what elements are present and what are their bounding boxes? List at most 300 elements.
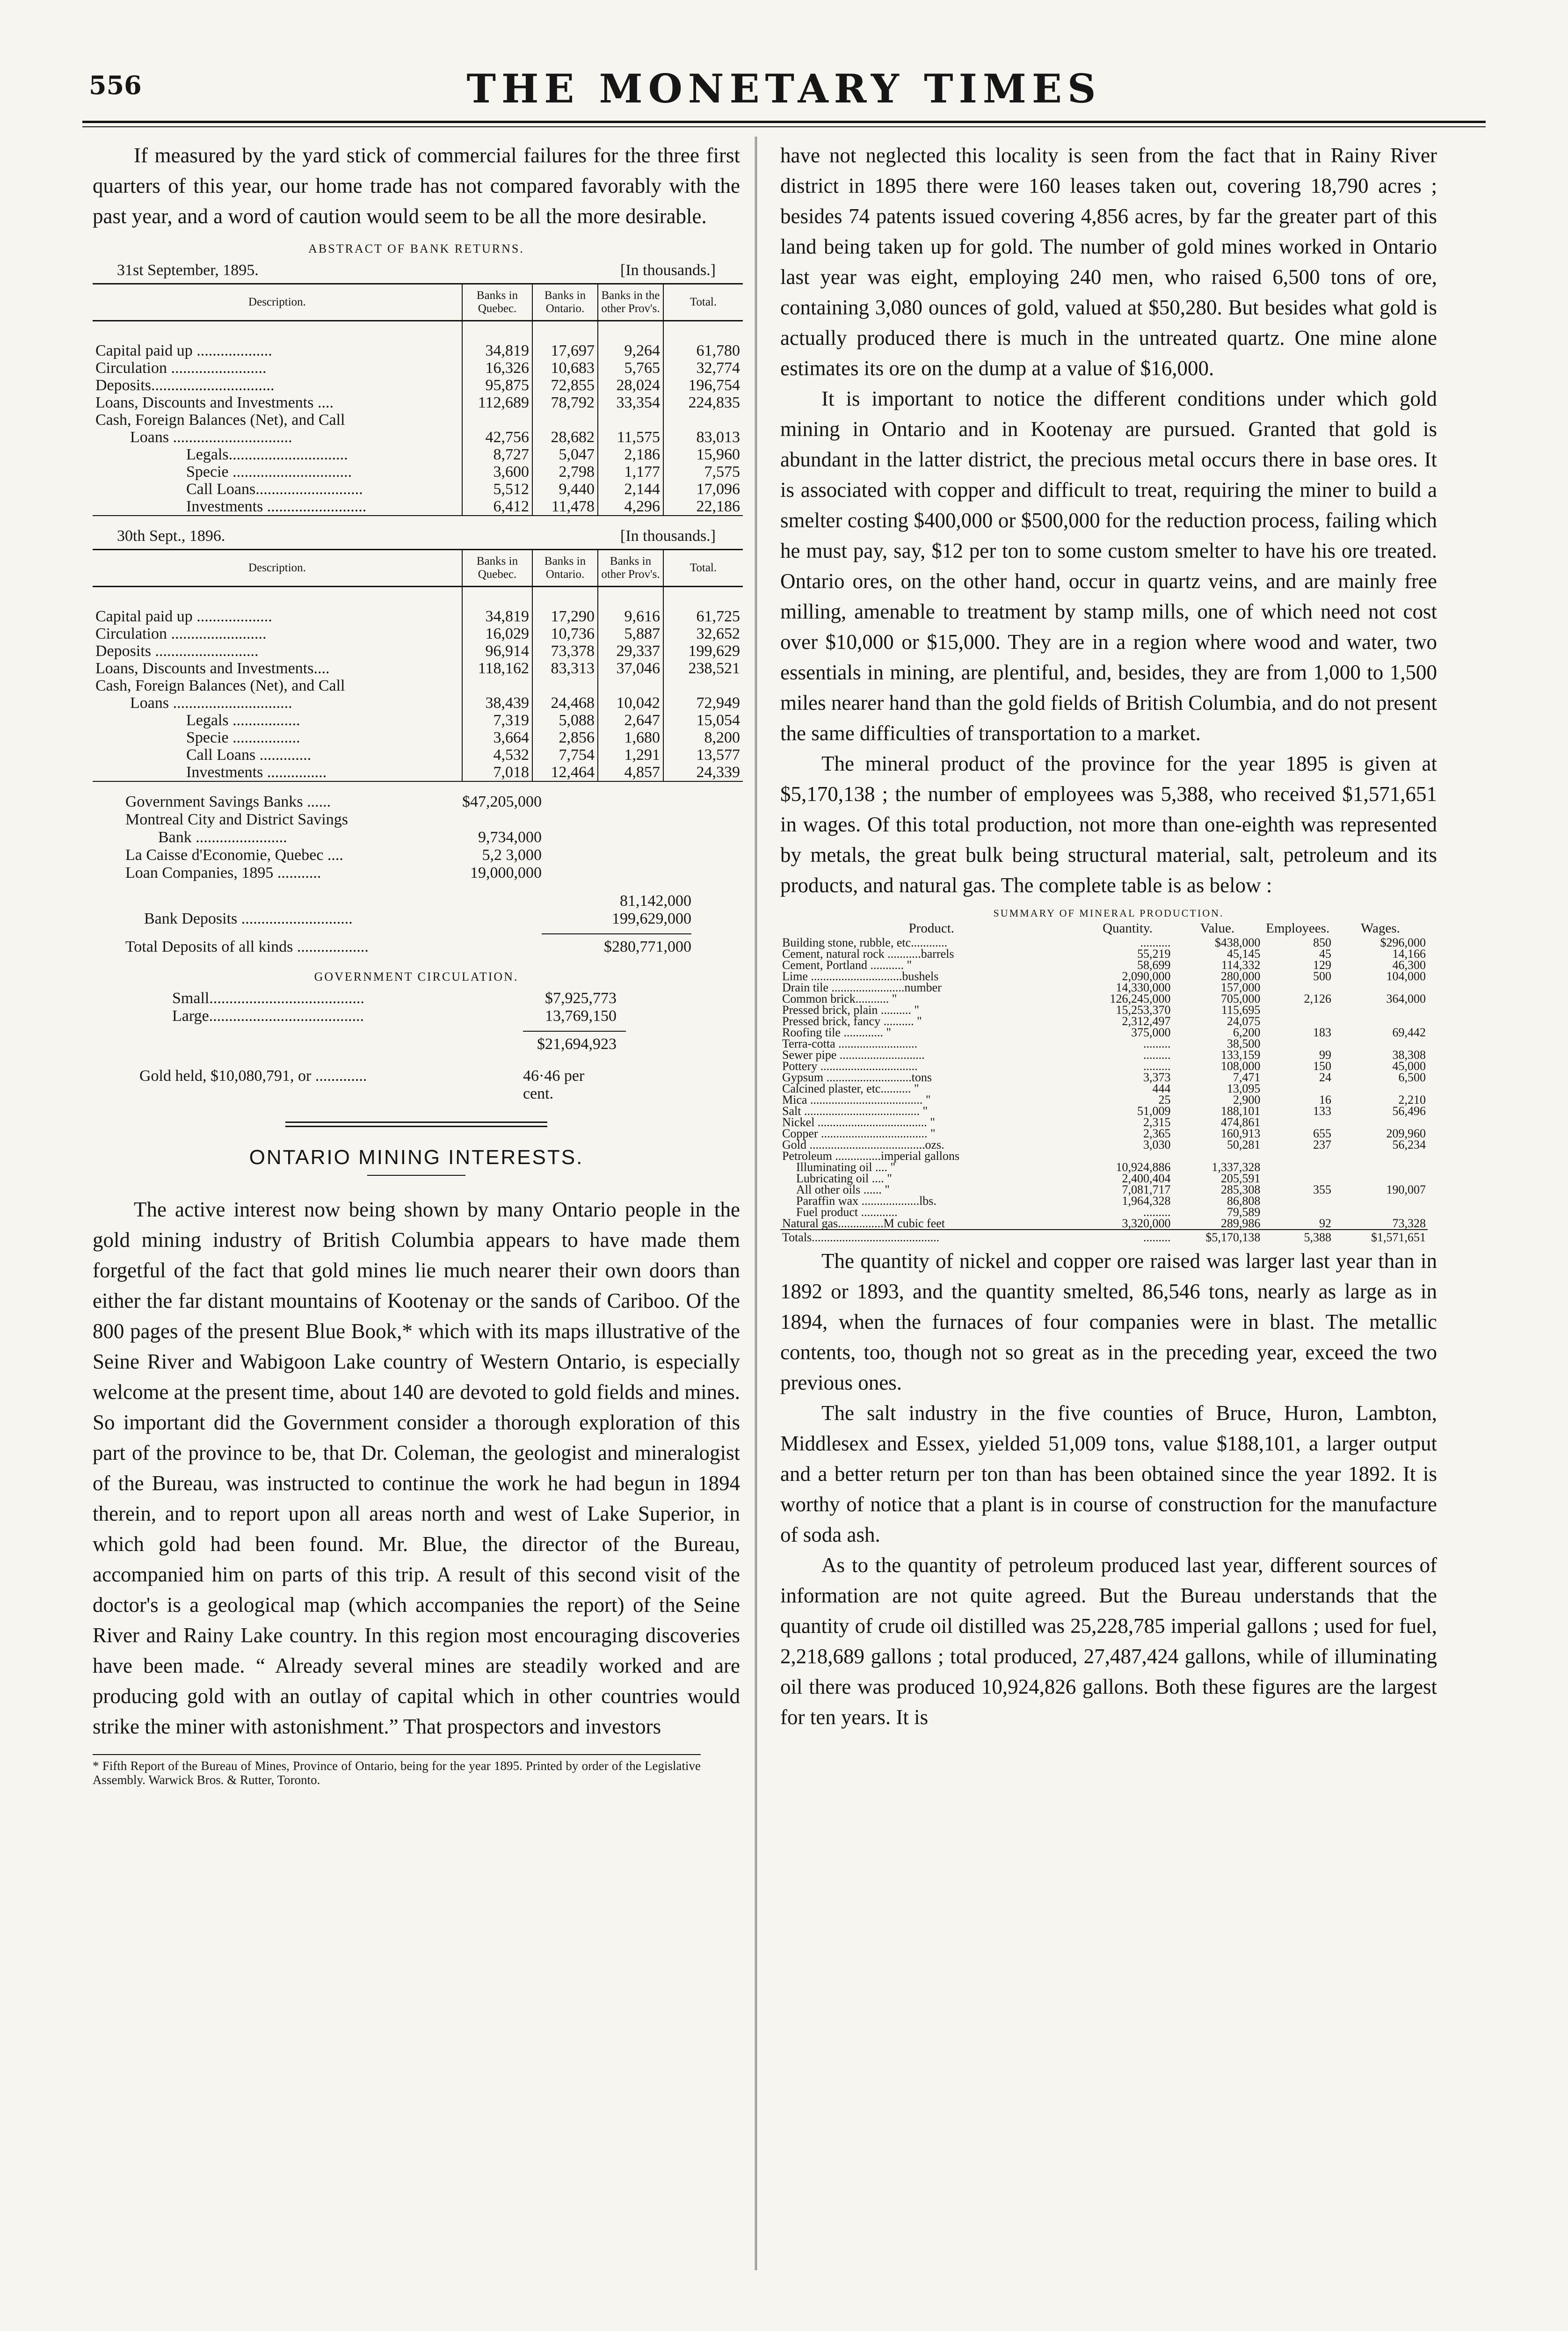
table-row	[93, 394, 743, 411]
cell: .........	[1083, 1230, 1173, 1243]
cell: 37,046	[598, 660, 663, 677]
section-divider	[285, 1122, 547, 1127]
cell: 474,861	[1220, 1115, 1261, 1129]
cell: 5,088	[532, 712, 598, 729]
row-label: Specie ..............................	[186, 463, 352, 481]
cell: 655	[1313, 1127, 1331, 1140]
table-row	[93, 498, 743, 516]
cell: 3,600	[462, 463, 532, 481]
table-row	[93, 463, 743, 481]
cell: 115,695	[1221, 1003, 1261, 1017]
mineral-production-table	[780, 921, 1428, 1243]
summary-row	[93, 864, 740, 882]
product-label: Mica ..................................... "	[782, 1093, 931, 1107]
product-label: Gypsum ............................tons	[782, 1071, 932, 1084]
cell: 355	[1313, 1183, 1331, 1196]
cell: 73,328	[1392, 1216, 1426, 1230]
cell: 32,652	[663, 625, 743, 642]
cell: 17,096	[663, 481, 743, 498]
paragraph: As to the quantity of petroleum produced last year, different sources of information are not quite agreed. But the Bureau understands that the quantity of crude oil distilled was 25,228,785 imperial gallons ; used for fuel, 2,218,689 gallons ; total produced, 27,487,424 gallons, while of illuminating oil there was produced 10,924,826 gallons. Both these figures are the largest for ten years. It is	[780, 1553, 1437, 1729]
cell: 5,047	[532, 446, 598, 463]
cell: 2,798	[532, 463, 598, 481]
cell: 5,388	[1262, 1230, 1333, 1243]
table-row	[93, 359, 743, 377]
col-header: Banks in Ontario.	[532, 284, 598, 321]
cell: 34,819	[462, 587, 532, 626]
summary-subtotal: 81,142,000	[620, 892, 691, 910]
row-label: Investments ...............	[93, 764, 462, 781]
cell: 22,186	[663, 498, 743, 516]
table2-caption	[93, 527, 740, 545]
product-label: Building stone, rubble, etc............	[782, 936, 948, 949]
product-label: Sewer pipe ............................	[782, 1048, 925, 1062]
cell: 224,835	[663, 394, 743, 411]
table-row	[93, 729, 743, 746]
column-divider	[755, 137, 757, 2270]
cell: 7,471	[1233, 1071, 1261, 1084]
cell: 104,000	[1386, 969, 1426, 983]
cell: 9,616	[598, 587, 663, 626]
cell: .........	[1143, 1048, 1171, 1062]
row-label: Loans, Discounts and Investments....	[95, 660, 330, 677]
cell: 83,313	[532, 660, 598, 677]
cell: ..........	[1140, 936, 1171, 949]
cell: 24	[1319, 1071, 1331, 1084]
cell: 15,054	[663, 712, 743, 729]
cell: $438,000	[1214, 936, 1261, 949]
cell	[1333, 1195, 1428, 1207]
summary-row	[93, 990, 740, 1007]
table-header-row	[93, 284, 743, 321]
summary-value: 199,629,000	[612, 910, 691, 927]
cell: 112,689	[462, 394, 532, 411]
cell: 2,900	[1233, 1093, 1261, 1107]
cell: 6,500	[1398, 1071, 1426, 1084]
cell: 45,000	[1392, 1059, 1426, 1073]
row-label: Circulation ........................	[95, 359, 267, 377]
cell: 2,210	[1398, 1093, 1426, 1107]
cell: 183	[1313, 1026, 1331, 1039]
cell: 8,200	[663, 729, 743, 746]
summary-label: Bank .......................	[158, 829, 287, 846]
cell: 24,339	[663, 764, 743, 781]
row-label: Investments .........................	[93, 498, 462, 516]
cell: 83,013	[663, 429, 743, 446]
cell: 1,177	[598, 463, 663, 481]
product-label: Salt ...................................... "	[782, 1104, 928, 1118]
cell: 2,144	[598, 481, 663, 498]
product-label: Cement, natural rock ...........barrels	[782, 947, 954, 961]
cell: 56,496	[1392, 1104, 1426, 1118]
cell: 237	[1313, 1138, 1331, 1151]
cell: 69,442	[1392, 1026, 1426, 1039]
col-header: Wages.	[1361, 921, 1400, 936]
cell: 375,000	[1131, 1026, 1171, 1039]
product-label: Gold ......................................ozs.	[782, 1138, 944, 1151]
summary-value: 5,2 3,000	[482, 846, 542, 864]
summary-total: $21,694,923	[537, 1035, 617, 1053]
cell: 2,186	[598, 446, 663, 463]
row-label: Legals..............................	[186, 446, 348, 463]
cell: .........	[1143, 1037, 1171, 1050]
cell: 10,736	[532, 625, 598, 642]
cell: 2,856	[532, 729, 598, 746]
row-label: Circulation ........................	[95, 625, 267, 642]
summary-label: Total Deposits of all kinds ..................	[125, 938, 369, 955]
mineral-table-title: SUMMARY OF MINERAL PRODUCTION.	[993, 907, 1224, 919]
row-label: Capital paid up ...................	[95, 342, 272, 359]
product-label: Copper ................................... "	[782, 1127, 936, 1140]
paragraph: The quantity of nickel and copper ore raised was larger last year than in 1892 or 1893, and the quantity smelted, 86,546 tons, nearly as large as in 1894, when the furnaces of four companies were in blast. The metallic contents, too, though not so great as in the preceding year, exceed the two previous ones.	[780, 1249, 1437, 1394]
product-label: Lubricating oil .... "	[796, 1172, 892, 1185]
col-header: Banks in the other Prov's.	[598, 284, 663, 321]
paragraph: The salt industry in the five counties of Bruce, Huron, Lambton, Middlesex and Essex, yielded 51,009 tons, value $188,101, a larger output and a better return per ton than has been obtained since the year 1892. It is worthy of notice that a plant is in course of construction for the manufacture of soda ash.	[780, 1401, 1437, 1546]
summary-label: Gold held, $10,080,791, or .............	[139, 1067, 367, 1085]
row-label: Call Loans .............	[186, 746, 312, 764]
table-row	[93, 377, 743, 394]
summary-label: Montreal City and District Savings	[125, 811, 348, 828]
row-label: Loans, Discounts and Investments ....	[95, 394, 334, 411]
cell: 160,913	[1220, 1127, 1261, 1140]
col-header: Quantity.	[1103, 921, 1153, 936]
cell: 205,591	[1220, 1172, 1261, 1185]
table-row	[93, 587, 743, 626]
cell: 38,308	[1392, 1048, 1426, 1062]
summary-label: Large.......................................	[172, 1007, 364, 1025]
row-label: Loans ..............................	[130, 694, 292, 712]
row-label: Loans ..............................	[130, 429, 292, 446]
cell: 78,792	[532, 394, 598, 411]
cell: 364,000	[1386, 992, 1426, 1005]
summary-value: 13,769,150	[545, 1007, 617, 1025]
summary-rule	[542, 933, 691, 934]
product-label: Common brick........... "	[782, 992, 897, 1005]
summary-row	[93, 811, 740, 829]
table-row	[93, 321, 743, 360]
cell: 500	[1313, 969, 1331, 983]
cell: 2,365	[1143, 1127, 1171, 1140]
cell: 24,468	[532, 694, 598, 712]
bank-returns-1896-table	[93, 549, 743, 782]
summary-row	[93, 910, 740, 928]
summary-row	[93, 938, 740, 956]
cell: 79,589	[1227, 1205, 1261, 1219]
cell: 61,725	[663, 587, 743, 626]
cell: 2,312,497	[1122, 1014, 1171, 1028]
col-header: Value.	[1200, 921, 1235, 936]
table-header-row	[780, 921, 1428, 937]
cell: 133,159	[1220, 1048, 1261, 1062]
product-label: Roofing tile ............. "	[782, 1026, 892, 1039]
summary-row	[93, 793, 740, 811]
cell: 29,337	[598, 642, 663, 660]
cell: 17,290	[532, 587, 598, 626]
table-row	[93, 677, 743, 694]
cell: 33,354	[598, 394, 663, 411]
cell: 25	[1158, 1093, 1171, 1107]
row-label: Specie .................	[186, 729, 300, 746]
cell	[1333, 1005, 1428, 1016]
table1-caption	[93, 262, 740, 279]
row-label: Call Loans...........................	[186, 481, 363, 498]
cell: 86,808	[1227, 1194, 1261, 1208]
row-label: Legals .................	[186, 712, 300, 729]
col-header: Total.	[663, 284, 743, 321]
table2-unit: [In thousands.]	[620, 527, 716, 545]
table1-unit: [In thousands.]	[620, 262, 716, 279]
cell: 9,264	[598, 321, 663, 360]
product-label: Drain tile ........................number	[782, 981, 942, 994]
col-header: Description.	[93, 284, 462, 321]
cell: 15,960	[663, 446, 743, 463]
cell: 3,320,000	[1122, 1216, 1171, 1230]
cell: 8,727	[462, 446, 532, 463]
table-row	[93, 446, 743, 463]
cell: 157,000	[1220, 981, 1261, 994]
cell: 199,629	[663, 642, 743, 660]
cell: 7,081,717	[1122, 1183, 1171, 1196]
cell: 14,166	[1392, 947, 1426, 961]
cell: 289,986	[1220, 1216, 1261, 1230]
row-label: Deposits ..........................	[95, 642, 259, 660]
col-header: Product.	[908, 921, 954, 936]
cell: 16	[1319, 1093, 1331, 1107]
totals-row	[780, 1230, 1428, 1243]
paragraph: The mineral product of the province for the year 1895 is given at $5,170,138 ; the number of employees was 5,388, who received $1,571,651 in wages. Of this total production, not more than one-eighth was represented by metals, the great bulk being structural material, salt, petroleum and its products, and natural gas. The complete table is as below :	[780, 752, 1437, 897]
cell: 2,090,000	[1122, 969, 1171, 983]
cell: 7,575	[663, 463, 743, 481]
product-label: Fuel product ............	[796, 1205, 898, 1219]
col-header: Banks in Quebec.	[462, 550, 532, 587]
cell: 3,664	[462, 729, 532, 746]
summary-value: $7,925,773	[545, 990, 617, 1007]
cell: 4,296	[598, 498, 663, 516]
cell: 28,682	[532, 429, 598, 446]
table-row	[780, 1218, 1428, 1230]
table-row	[93, 712, 743, 729]
cell: 15,253,370	[1116, 1003, 1171, 1017]
cell: 3,373	[1143, 1071, 1171, 1084]
table-row	[93, 411, 743, 429]
row-label: Capital paid up ...................	[95, 608, 272, 625]
summary-label: Government Savings Banks ......	[125, 793, 331, 810]
cell: 51,009	[1137, 1104, 1171, 1118]
mineral-rows	[780, 937, 1428, 1243]
cell: 96,914	[462, 642, 532, 660]
cell: 280,000	[1220, 969, 1261, 983]
cell: 17,697	[532, 321, 598, 360]
masthead-rule-thin	[82, 126, 1486, 127]
cell: 28,024	[598, 377, 663, 394]
cell: 7,319	[462, 712, 532, 729]
cell: 150	[1313, 1059, 1331, 1073]
cell: 10,042	[598, 694, 663, 712]
cell: 45	[1319, 947, 1331, 961]
cell: 11,575	[598, 429, 663, 446]
cell: 34,819	[462, 321, 532, 360]
product-label: Totals..........................................	[780, 1230, 1083, 1243]
col-header: Banks in Ontario.	[532, 550, 598, 587]
cell: 209,960	[1386, 1127, 1426, 1140]
row-label: Cash, Foreign Balances (Net), and Call	[95, 411, 345, 429]
cell: 13,095	[1227, 1082, 1261, 1095]
summary-label: Small.......................................	[172, 990, 364, 1007]
bank-returns-1895-table	[93, 283, 743, 516]
summary-row	[93, 1067, 740, 1103]
cell: 118,162	[462, 660, 532, 677]
product-label: Lime ..............................bushels	[782, 969, 939, 983]
cell: $296,000	[1380, 936, 1426, 949]
cell: 99	[1319, 1048, 1331, 1062]
cell: 129	[1313, 958, 1331, 972]
cell: 16,029	[462, 625, 532, 642]
section-heading: ONTARIO MINING INTERESTS.	[249, 1146, 584, 1169]
footnote: * Fifth Report of the Bureau of Mines, Province of Ontario, being for the year 1895. Printed by order of the Legislative Assembly. Warwick Bros. & Rutter, Toronto.	[93, 1754, 701, 1787]
cell: 72,855	[532, 377, 598, 394]
summary-row	[93, 1035, 740, 1053]
summary-row	[93, 829, 740, 846]
gov-circulation	[93, 990, 740, 1103]
table-header-row	[93, 550, 743, 587]
cell: 45,145	[1227, 947, 1261, 961]
cell: 1,964,328	[1122, 1194, 1171, 1208]
cell: 38,500	[1227, 1037, 1261, 1050]
cell: 2,315	[1143, 1115, 1171, 1129]
cell: 2,647	[598, 712, 663, 729]
table-row	[93, 481, 743, 498]
cell: 1,291	[598, 746, 663, 764]
cell: 5,512	[462, 481, 532, 498]
col-header: Total.	[663, 550, 743, 587]
cell: 13,577	[663, 746, 743, 764]
cell: 14,330,000	[1116, 981, 1171, 994]
intro-paragraph: If measured by the yard stick of commercial failures for the three first quarters of this year, our home trade has not compared favorably with the past year, and a word of caution would seem to be all the more desirable.	[93, 144, 740, 228]
table-row	[93, 642, 743, 660]
cell: 238,521	[663, 660, 743, 677]
product-label: Natural gas...............M cubic feet	[782, 1216, 945, 1230]
cell: .........	[1143, 1059, 1171, 1073]
cell: 24,075	[1227, 1014, 1261, 1028]
cell: 2,126	[1304, 992, 1331, 1005]
cell: 73,378	[532, 642, 598, 660]
summary-label: Loan Companies, 1895 ...........	[125, 864, 321, 881]
product-label: Calcined plaster, etc.......... "	[782, 1082, 919, 1095]
product-label: Pottery ................................	[782, 1059, 918, 1073]
cell: 16,326	[462, 359, 532, 377]
cell: $5,170,138	[1172, 1230, 1262, 1243]
cell: 196,754	[663, 377, 743, 394]
cell: 6,412	[462, 498, 532, 516]
cell: 56,234	[1392, 1138, 1426, 1151]
summary-value: $47,205,000	[462, 793, 542, 810]
product-label: Paraffin wax ...................lbs.	[796, 1194, 936, 1208]
gov-circulation-title: GOVERNMENT CIRCULATION.	[314, 970, 519, 983]
cell: 10,924,886	[1116, 1160, 1171, 1174]
summary-value: 19,000,000	[470, 864, 542, 881]
product-label: Pressed brick, fancy .......... "	[782, 1014, 922, 1028]
product-label: Petroleum ...............imperial gallons	[782, 1149, 960, 1163]
table2-date: 30th Sept., 1896.	[117, 527, 225, 545]
cell: 5,887	[598, 625, 663, 642]
cell	[1262, 1195, 1333, 1207]
table1-date: 31st September, 1895.	[117, 262, 259, 279]
cell: 7,018	[462, 764, 532, 781]
cell	[1262, 1162, 1333, 1173]
masthead-title: THE MONETARY TIMES	[466, 66, 1102, 112]
table-row	[93, 746, 743, 764]
cell: .........	[1143, 1205, 1171, 1219]
cell: 126,245,000	[1110, 992, 1171, 1005]
summary-total: $280,771,000	[604, 938, 691, 955]
summary-label: La Caisse d'Economie, Quebec ....	[125, 846, 343, 864]
table-row	[93, 429, 743, 446]
product-label: Nickel .................................... "	[782, 1115, 935, 1129]
cell: 32,774	[663, 359, 743, 377]
masthead	[82, 66, 1486, 131]
table-row	[93, 625, 743, 642]
cell: 2,400,404	[1122, 1172, 1171, 1185]
summary-value: 9,734,000	[478, 829, 542, 846]
cell: 38,439	[462, 694, 532, 712]
col-header: Banks in Quebec.	[462, 284, 532, 321]
cell: 50,281	[1227, 1138, 1261, 1151]
mining-paragraph: The active interest now being shown by many Ontario people in the gold mining industry of British Columbia appears to have made them forgetful of the fact that gold mines lie much nearer their own doors than either the far distant mountains of Kootenay or the sands of Cariboo. Of the 800 pages of the present Blue Book,* which with its maps illustrative of the Seine River and Wabigoon Lake country of Western Ontario, is especially welcome at the present time, about 140 are devoted to gold fields and mines. So important did the Government consider a thorough exploration of this part of the province to be, that Dr. Coleman, the geologist and mineralogist of the Bureau, was instructed to continue the work he had begun in 1894 therein, and to report upon all areas north and west of Lake Superior, in which gold had been found. Mr. Blue, the director of the Bureau, accompanied him on parts of this trip. A result of this second visit of the doctor's is a geological map (which accompanies the report) of the Seine River and Rainy Lake country. In this region most encouraging discoveries have been made. “ Already several mines are steadily worked and are producing gold with an outlay of capital which in other countries would strike the miner with astonishment.” That prospectors and investors	[93, 1198, 740, 1738]
cell: 11,478	[532, 498, 598, 516]
summary-rule	[523, 1031, 626, 1032]
cell: 46,300	[1392, 958, 1426, 972]
deposits-summary	[93, 793, 740, 956]
cell: 285,308	[1220, 1183, 1261, 1196]
cell: 10,683	[532, 359, 598, 377]
table-row	[93, 694, 743, 712]
product-label: Terra-cotta ..........................	[782, 1037, 918, 1050]
cell: $1,571,651	[1333, 1230, 1428, 1243]
product-label: All other oils ...... "	[796, 1183, 890, 1196]
col-header: Employees.	[1266, 921, 1330, 936]
cell: 42,756	[462, 429, 532, 446]
cell: 12,464	[532, 764, 598, 781]
cell: 9,440	[532, 481, 598, 498]
paragraph: have not neglected this locality is seen from the fact that in Rainy River district in 1895 there were 160 leases taken out, covering 18,790 acres ; besides 74 patents issued covering 4,856 acres, by far the greater part of this land being taken up for gold. The number of gold mines worked in Ontario last year was eight, employing 240 men, who raised 6,500 tons of ore, containing 3,080 ounces of gold, valued at $50,280. But besides what gold is actually produced there is much in the untreated quartz. One mine alone estimates its ore on the dump at a value of $16,000.	[780, 144, 1437, 380]
cell: 3,030	[1143, 1138, 1171, 1151]
row-label: Cash, Foreign Balances (Net), and Call	[95, 677, 345, 694]
summary-row	[93, 846, 740, 864]
heading-rule	[367, 1175, 465, 1176]
summary-label: Bank Deposits ............................	[144, 910, 353, 927]
left-column	[93, 140, 740, 1787]
cell: 55,219	[1137, 947, 1171, 961]
cell: 108,000	[1220, 1059, 1261, 1073]
summary-row	[93, 892, 740, 910]
cell: 72,949	[663, 694, 743, 712]
abstract-title: ABSTRACT OF BANK RETURNS.	[308, 242, 524, 255]
cell	[1333, 1151, 1428, 1162]
table-row	[93, 660, 743, 677]
page-number: 556	[89, 70, 142, 100]
cell: 188,101	[1220, 1104, 1261, 1118]
cell: 705,000	[1220, 992, 1261, 1005]
cell: 61,780	[663, 321, 743, 360]
product-label: Cement, Portland ........... "	[782, 958, 912, 972]
summary-value: 46·46 per cent.	[523, 1067, 585, 1102]
cell: 4,532	[462, 746, 532, 764]
right-column	[780, 140, 1437, 1733]
product-label: Pressed brick, plain .......... "	[782, 1003, 919, 1017]
cell	[1262, 1151, 1333, 1162]
cell: 58,699	[1137, 958, 1171, 972]
cell	[1262, 1005, 1333, 1016]
cell: 114,332	[1221, 958, 1261, 972]
